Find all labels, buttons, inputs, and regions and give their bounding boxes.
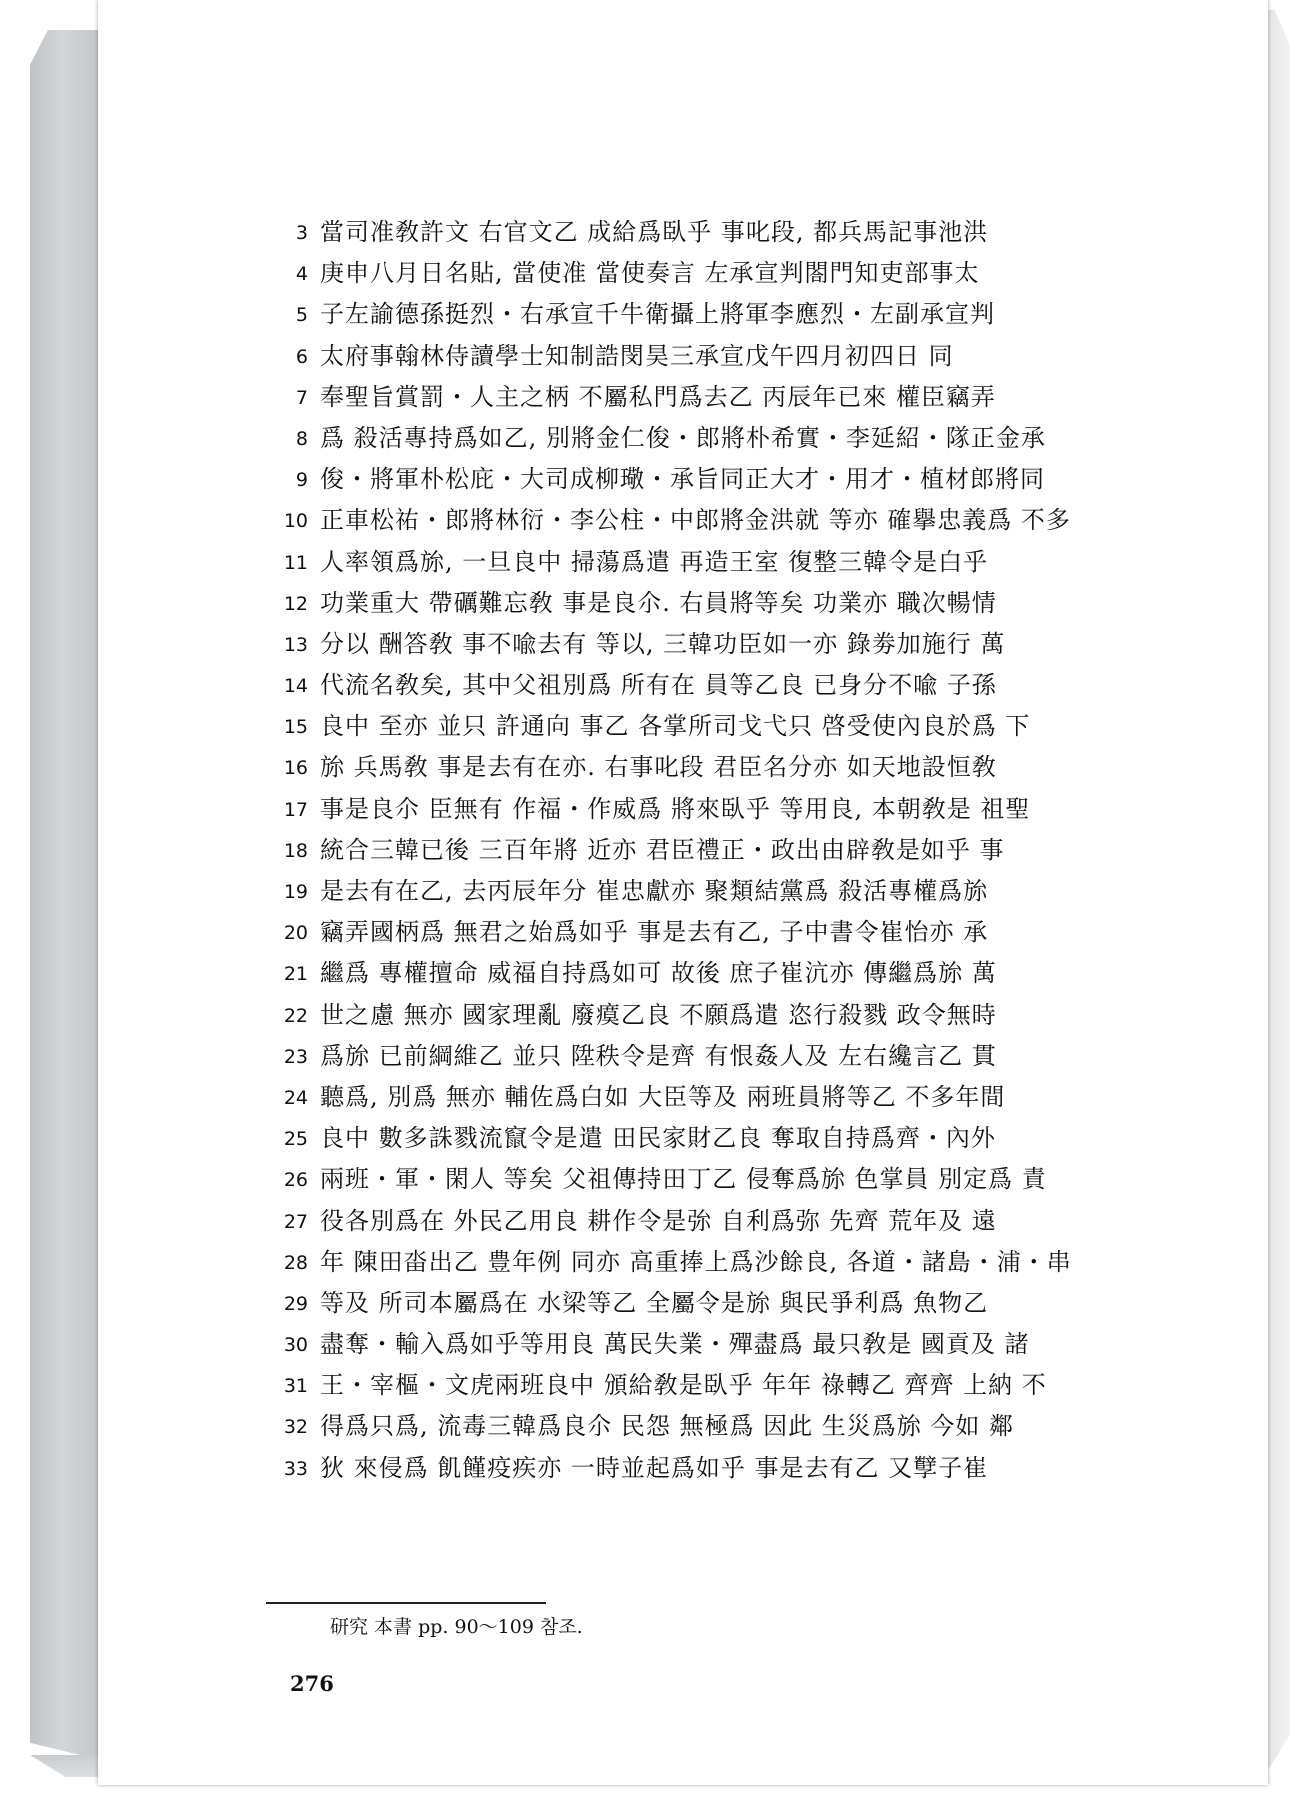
line-number: 23	[283, 1045, 308, 1068]
text-line	[98, 1324, 1268, 1365]
line-text: 代流名敎矣, 其中父祖別爲 所有在 員等乙良 已身分不喩 子孫	[320, 671, 997, 700]
footnote: 研究 本書 pp. 90〜109 참조.	[330, 1616, 583, 1638]
text-line	[98, 624, 1268, 665]
line-text: 年 陳田畓出乙 豊年例 同亦 高重捧上爲沙餘良, 各道・諸島・浦・串	[320, 1247, 1072, 1276]
line-number: 16	[283, 757, 308, 780]
text-line	[98, 1118, 1268, 1159]
line-number: 18	[283, 839, 308, 862]
line-number: 17	[283, 798, 308, 821]
line-number: 27	[283, 1210, 308, 1233]
line-number: 6	[295, 345, 308, 368]
line-number: 14	[283, 675, 308, 698]
book-page	[98, 0, 1268, 1785]
line-text: 聽爲, 別爲 無亦 輔佐爲白如 大臣等及 兩班員將等乙 不多年間	[320, 1082, 1006, 1111]
line-number: 12	[283, 592, 308, 615]
text-line	[98, 212, 1268, 253]
text-line	[98, 1242, 1268, 1283]
line-number: 28	[283, 1251, 308, 1274]
text-line	[98, 1448, 1268, 1489]
line-number: 13	[283, 633, 308, 656]
text-line	[98, 1036, 1268, 1077]
book-page-edges	[1268, 10, 1290, 1770]
line-number: 22	[283, 1004, 308, 1027]
line-number: 19	[283, 881, 308, 903]
line-text: 爲 殺活專持爲如乙, 別將金仁俊・郎將朴希實・李延紹・隊正金承	[320, 423, 1046, 452]
line-number: 33	[283, 1457, 308, 1480]
line-text: 等及 所司本屬爲在 水梁等乙 全屬令是旀 與民爭利爲 魚物乙	[320, 1288, 989, 1317]
text-body	[98, 212, 1268, 1489]
line-text: 竊弄國柄爲 無君之始爲如乎 事是去有乙, 子中書令崔怡亦 承	[320, 918, 989, 947]
line-text: 子左諭德孫挺烈・右承宣千牛衛攝上將軍李應烈・左副承宣判	[320, 300, 995, 329]
text-line	[98, 830, 1268, 871]
text-line	[98, 789, 1268, 830]
text-line	[98, 377, 1268, 418]
line-text: 役各別爲在 外民乙用良 耕作令是㢱 自利爲弥 先齊 荒年及 遠	[320, 1206, 997, 1235]
footnote-rule	[266, 1602, 546, 1604]
line-number: 15	[283, 716, 308, 739]
text-line	[98, 1077, 1268, 1118]
line-number: 9	[295, 469, 308, 492]
text-line	[98, 1283, 1268, 1324]
line-text: 得爲只爲, 流毒三韓爲良尒 民怨 無極爲 因此 生災爲旀 今如 鄰	[320, 1412, 1015, 1441]
text-line	[98, 1159, 1268, 1200]
text-line	[98, 459, 1268, 500]
line-text: 功業重大 帶礪難忘敎 事是良尒. 右員將等矣 功業亦 職次暢情	[320, 588, 997, 617]
line-text: 良中 數多誅戮流竄令是遣 田民家財乙良 奪取自持爲齊・內外	[320, 1124, 996, 1153]
line-number: 32	[283, 1416, 308, 1439]
page-number: 276	[290, 1671, 334, 1696]
line-text: 爲旀 已前綱維乙 並只 陞秩令是齊 有恨姦人及 左右纔言乙 貫	[320, 1041, 997, 1070]
text-line	[98, 542, 1268, 583]
line-number: 29	[283, 1292, 308, 1315]
line-number: 24	[283, 1086, 308, 1109]
line-number: 26	[283, 1169, 308, 1192]
line-text: 俊・將軍朴松庇・大司成柳璥・承旨同正大才・用才・植材郎將同	[320, 465, 1045, 494]
line-number: 11	[283, 551, 308, 574]
text-line	[98, 294, 1268, 335]
text-line	[98, 1365, 1268, 1406]
line-text: 事是良尒 臣無有 作福・作威爲 將來臥乎 等用良, 本朝敎是 祖聖	[320, 794, 1031, 823]
text-line	[98, 995, 1268, 1036]
line-text: 分以 酬答敎 事不喩去有 等以, 三韓功臣如一亦 錄劵加施行 萬	[320, 629, 1006, 658]
line-number: 4	[295, 263, 308, 286]
line-number: 25	[283, 1128, 308, 1151]
text-line	[98, 583, 1268, 624]
line-number: 7	[295, 386, 308, 409]
line-text: 太府事翰林侍讀學士知制誥閔昊三承宣戊午四月初四日 同	[320, 341, 954, 370]
line-text: 庚申八月日名貼, 當使准 當使奏言 左承宣判閤門知吏部事太	[320, 259, 980, 288]
text-line	[98, 418, 1268, 459]
text-line	[98, 500, 1268, 541]
text-line	[98, 336, 1268, 377]
line-text: 旀 兵馬敎 事是去有在亦. 右事叱段 君臣名分亦 如天地設恒敎	[320, 753, 997, 782]
text-line	[98, 912, 1268, 953]
line-text: 奉聖旨賞罰・人主之柄 不屬私門爲去乙 丙辰年已來 權臣竊弄	[320, 382, 996, 411]
line-text: 狄 來侵爲 飢饉疫疾亦 一時並起爲如乎 事是去有乙 又孼子崔	[320, 1453, 989, 1482]
line-text: 當司准敎許文 右官文乙 成給爲臥乎 事叱段, 都兵馬記事池洪	[320, 218, 989, 246]
line-text: 良中 至亦 並只 許通向 事乙 各掌所司戈弋只 啓受使內良於爲 下	[320, 712, 1031, 741]
line-text: 兩班・軍・閑人 等矣 父祖傳持田丁乙 侵奪爲旀 色掌員 別定爲 責	[320, 1165, 1047, 1194]
text-line	[98, 253, 1268, 294]
line-number: 30	[283, 1334, 308, 1357]
line-text: 盡奪・輸入爲如乎等用良 萬民失業・殫盡爲 最只敎是 國貢及 諸	[320, 1330, 1030, 1359]
text-line	[98, 953, 1268, 994]
line-number: 31	[283, 1375, 308, 1398]
line-number: 21	[283, 963, 308, 986]
line-number: 8	[295, 427, 308, 450]
text-line	[98, 665, 1268, 706]
line-number: 3	[295, 222, 308, 244]
line-text: 正車松祐・郎將林衍・李公柱・中郎將金洪就 等亦 確擧忠義爲 不多	[320, 506, 1071, 535]
text-line	[98, 871, 1268, 912]
line-number: 20	[283, 922, 308, 945]
line-text: 人率領爲旀, 一旦良中 掃蕩爲遣 再造王室 復整三韓令是白乎	[320, 547, 989, 576]
text-line	[98, 1406, 1268, 1447]
line-text: 是去有在乙, 去丙辰年分 崔忠獻亦 聚類結黨爲 殺活專權爲旀	[320, 877, 989, 905]
book-spine-edge	[30, 30, 100, 1760]
line-number: 5	[295, 304, 308, 327]
line-text: 世之慮 無亦 國家理亂 廢瘼乙良 不願爲遣 恣行殺戮 政令無時	[320, 1000, 997, 1029]
text-line	[98, 1201, 1268, 1242]
line-number: 10	[283, 510, 308, 533]
line-text: 統合三韓已後 三百年將 近亦 君臣禮正・政出由辟敎是如乎 事	[320, 835, 1005, 864]
line-text: 王・宰樞・文虎兩班良中 頒給敎是臥乎 年年 祿轉乙 齊齊 上納 不	[320, 1371, 1047, 1400]
text-line	[98, 747, 1268, 788]
line-text: 繼爲 專權擅命 威福自持爲如可 故後 庶子崔沆亦 傳繼爲旀 萬	[320, 959, 997, 988]
text-line	[98, 706, 1268, 747]
